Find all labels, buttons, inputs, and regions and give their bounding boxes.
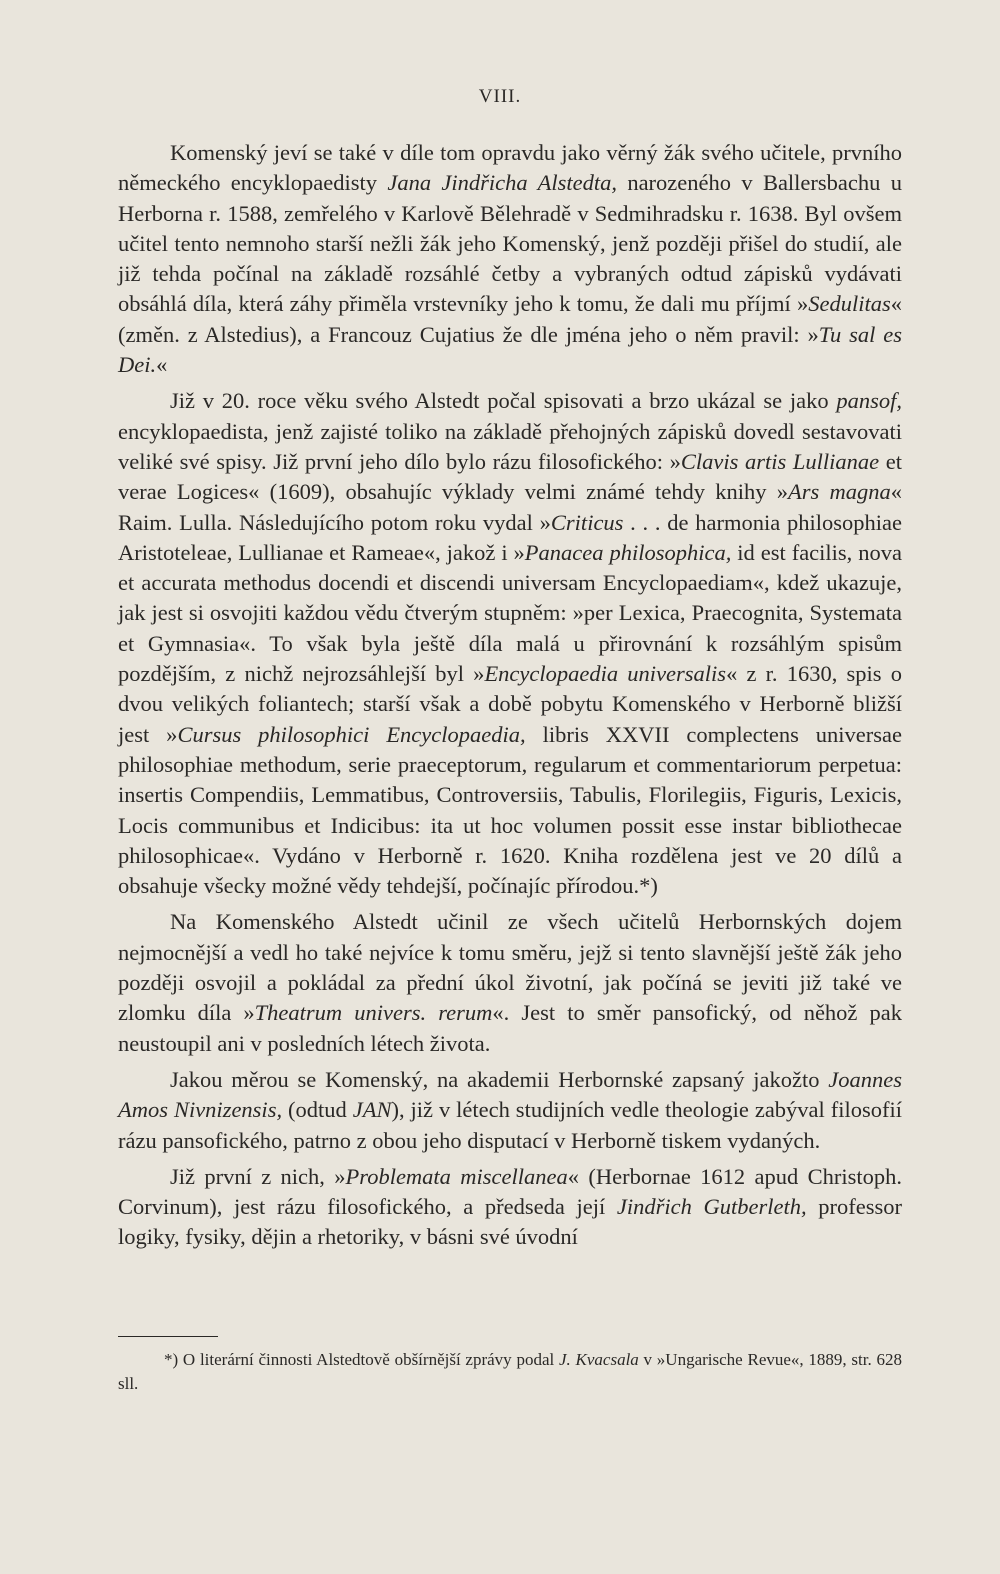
text-run: Komenský jeví se také v díle tom opravdu jako věrný žák svého učitele, prvního německého encyklopaedisty <box>118 140 902 196</box>
italic-text: Tu sal es Dei. <box>118 321 902 378</box>
text-run: . . . de harmonia philosophiae Aristoteleae, Lullianae et Rameae«, jakož i » <box>118 509 902 565</box>
italic-text: Joannes Amos Nivnizensis, <box>118 1066 902 1123</box>
text-run: Již první z nich, » <box>170 1163 346 1189</box>
text-run: professor logiky, fysiky, dějin a rhetoriky, v básni své úvodní <box>118 1194 902 1250</box>
text-run: « Raim. Lulla. Následujícího potom roku vydal » <box>118 479 902 535</box>
text-run: «. Jest to směr pansofický, od něhož pak neustoupil ani v posledních létech života. <box>118 1000 903 1056</box>
page-number: VIII. <box>478 86 522 107</box>
italic-text: J. Kvacsala <box>558 1350 639 1369</box>
italic-text: JAN <box>352 1097 392 1123</box>
footnote-rule <box>118 1336 218 1337</box>
text-run: narozeného v Ballersbachu u Herborna r. 1588, zemřelého v Karlově Bělehradě v Sedmihradsku r. 1638. Byl ovšem učitel tento nemnoho starší nežli žák jeho Komenský, jenž později přišel do studií, ale již tehda počínal na základě rozsáhlé četby a vybraných odtud zápisků vydávati obsáhlá díla, která záhy přiměla vrstevníky jeho k tomu, že dali mu příjmí » <box>118 170 902 317</box>
italic-text: Jindřich Gutberleth, <box>616 1194 807 1220</box>
paragraph <box>118 907 902 1058</box>
italic-text: Jana Jindřicha Alstedta, <box>387 170 617 196</box>
paragraph <box>118 386 902 901</box>
text-run: « (Herbornae 1612 apud Christoph. Corvinum), jest rázu filosofického, a předseda její <box>118 1163 903 1220</box>
paragraph <box>118 138 902 380</box>
text-run: libris XXVII complectens universae philosophiae methodum, serie praeceptorum, regularum et commentariorum perpetua: insertis Compendiis, Lemmatibus, Controversiis, Tabulis, Florilegiis, Figuris, Lexicis, Locis communibus et Indicibus: ita ut hoc volumen possit esse instar bibliothecae philosophicae«. Vydáno v Herborně r. 1620. Kniha rozdělena jest ve 20 dílů a obsahuje všecky možné vědy tehdejší, počínajíc přírodou.*) <box>118 721 903 899</box>
italic-text: Encyclopaedia universalis <box>484 661 727 687</box>
italic-text: Cursus philosophici Encyclopaedia, <box>177 721 526 747</box>
italic-text: pansof, <box>836 388 902 414</box>
paragraph <box>118 1065 902 1156</box>
paragraph <box>118 1162 902 1253</box>
text-run: encyklopaedista, jenž zajisté toliko na základě přehojných zápisků dovedl sestavovati veliké své spisy. Již první jeho dílo bylo rázu filosofického: » <box>118 418 902 474</box>
italic-text: Clavis artis Lullianae <box>680 448 880 474</box>
italic-text: Theatrum univers. rerum <box>254 1000 493 1026</box>
text-run: Na Komenského Alstedt učinil ze všech učitelů Herbornských dojem nejmocnější a vedl ho také nejvíce k tomu směru, jejž si tento slavnější ještě žák jeho později osvojil a pokládal za přední úkol životní, jak počíná se jeviti již také ve zlomku díla » <box>118 909 902 1026</box>
text-run: (odtud <box>282 1097 353 1123</box>
text-run: v »Ungarische Revue«, 1889, str. 628 sll. <box>118 1350 902 1393</box>
italic-text: Problemata miscellanea <box>345 1163 568 1189</box>
italic-text: Criticus <box>550 509 624 535</box>
text-run: « (změn. z Alstedius), a Francouz Cujatius že dle jména jeho o něm pravil: » <box>118 291 902 347</box>
italic-text: Sedulitas <box>808 291 891 317</box>
italic-text: Panacea philosophica, <box>524 539 732 565</box>
text-run: Jakou měrou se Komenský, na akademii Herbornské zapsaný jakožto <box>170 1066 829 1092</box>
text-run: Již v 20. roce věku svého Alstedt počal spisovati a brzo ukázal se jako <box>170 388 837 414</box>
text-run: « <box>156 352 168 378</box>
text-run: ), již v létech studijních vedle theologie zabýval filosofií rázu pansofického, patrno z obou jeho disputací v Herborně tiskem vydaných. <box>118 1097 902 1153</box>
text-run: « z r. 1630, spis o dvou velikých foliantech; starší však a době pobytu Komenského v Herborně bližší jest » <box>118 661 902 747</box>
text-run: et verae Logices« (1609), obsahujíc výklady velmi známé tehdy knihy » <box>118 448 902 505</box>
italic-text: Ars magna <box>788 479 891 505</box>
footnote <box>118 1348 902 1396</box>
text-run: *) O literární činnosti Alstedtově obšírnější zprávy podal <box>164 1350 559 1369</box>
text-run: id est facilis, nova et accurata methodus docendi et discendi universam Encyclopaediam«, kdež ukazuje, jak jest si osvojiti každou vědu čtverým stupněm: »per Lexica, Praecognita, Systemata et Gymnasia«. To však byla ještě díla malá u přirovnání k rozsáhlým spisům pozdějším, z nichž nejrozsáhlejší byl » <box>118 539 902 687</box>
body-text <box>118 138 902 1259</box>
